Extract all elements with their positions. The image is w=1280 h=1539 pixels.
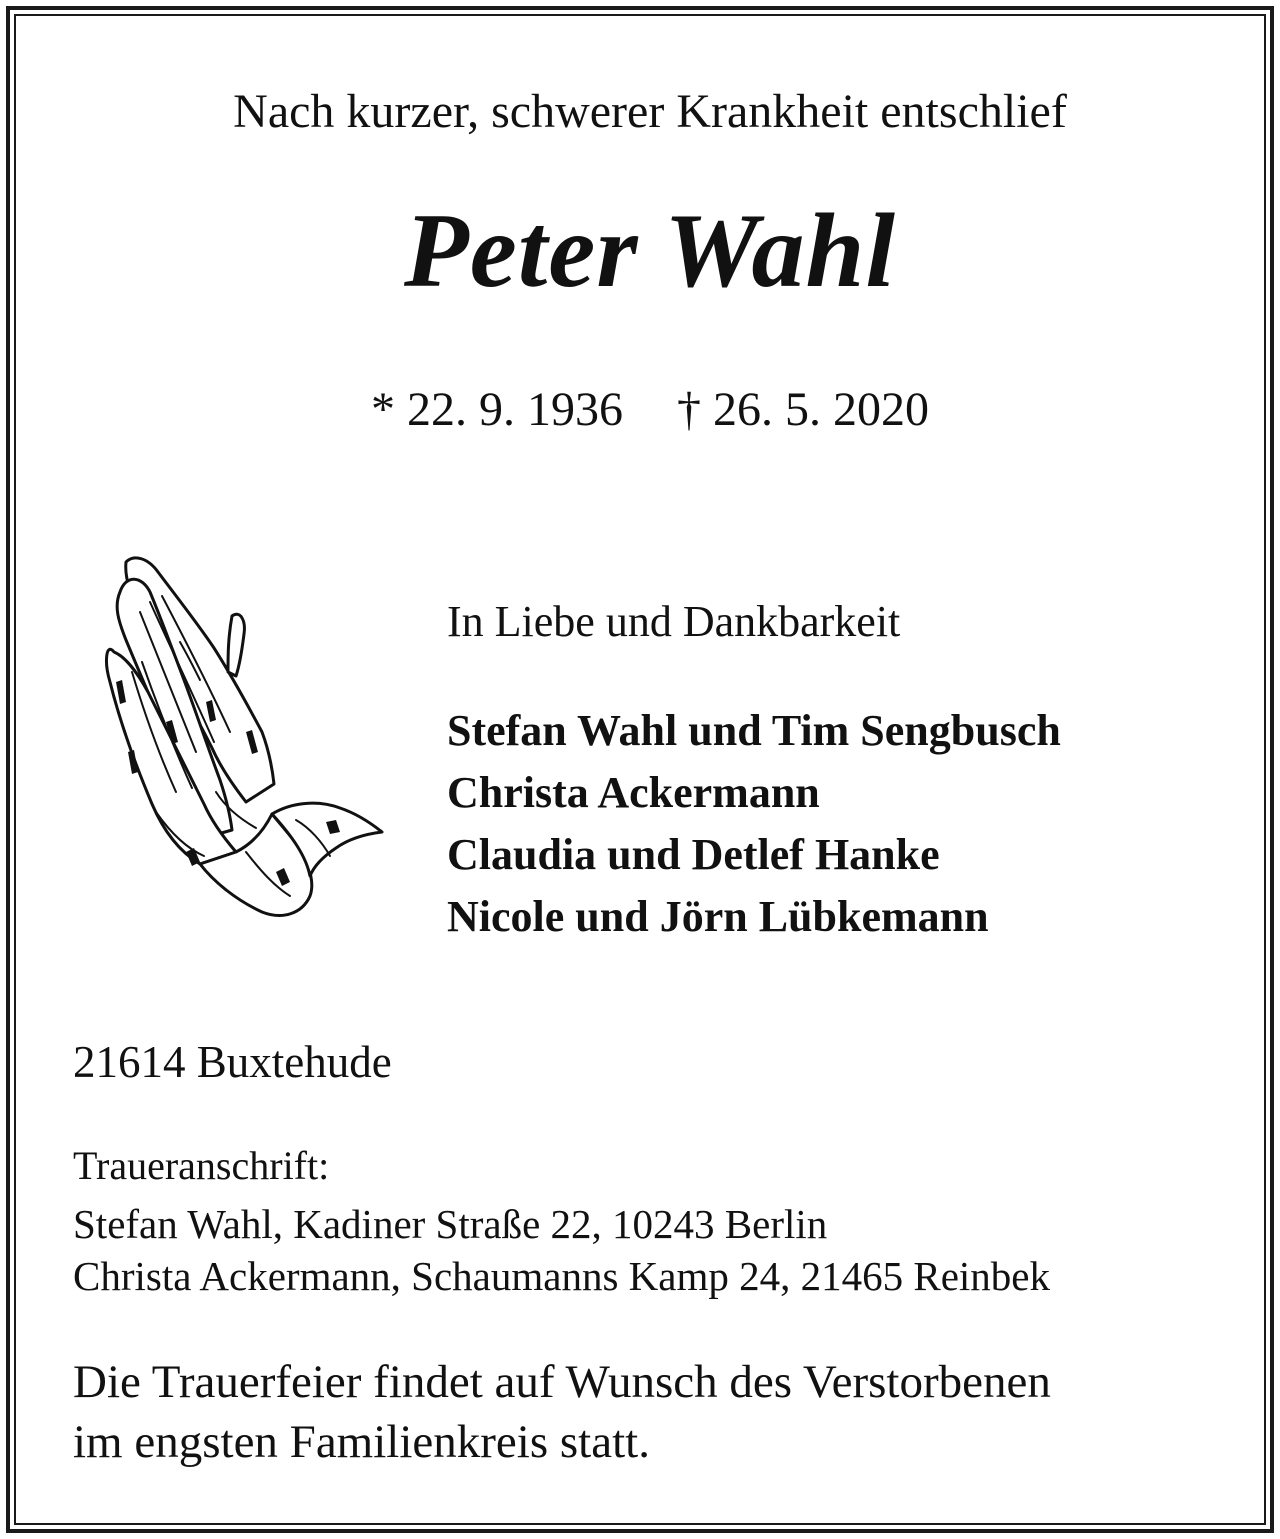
mourner-name: Claudia und Detlef Hanke: [447, 830, 940, 879]
notice-line: Die Trauerfeier findet auf Wunsch des Verstorbenen: [73, 1356, 1051, 1408]
address-line: Stefan Wahl, Kadiner Straße 22, 10243 Berlin: [73, 1201, 828, 1247]
mourner-name: Nicole und Jörn Lübkemann: [447, 892, 989, 941]
mourner-name: Christa Ackermann: [447, 768, 820, 817]
praying-hands-icon: [96, 552, 386, 924]
mourners-list: [447, 700, 1061, 948]
deceased-name: Peter Wahl: [404, 192, 896, 309]
thanks-heading: In Liebe und Dankbarkeit: [447, 597, 901, 646]
address-line: Christa Ackermann, Schaumanns Kamp 24, 21465 Reinbek: [73, 1253, 1050, 1299]
intro-text: Nach kurzer, schwerer Krankheit entschlief: [233, 85, 1067, 138]
funeral-notice: [73, 1352, 1051, 1472]
birth-date: * 22. 9. 1936: [371, 383, 623, 436]
life-dates: [0, 383, 1280, 436]
death-date: † 26. 5. 2020: [677, 383, 929, 436]
location: 21614 Buxtehude: [73, 1037, 392, 1087]
mourner-name: Stefan Wahl und Tim Sengbusch: [447, 706, 1061, 755]
address-label: Traueranschrift:: [73, 1143, 330, 1188]
notice-line: im engsten Familienkreis statt.: [73, 1416, 650, 1468]
address-lines: [73, 1198, 1050, 1302]
